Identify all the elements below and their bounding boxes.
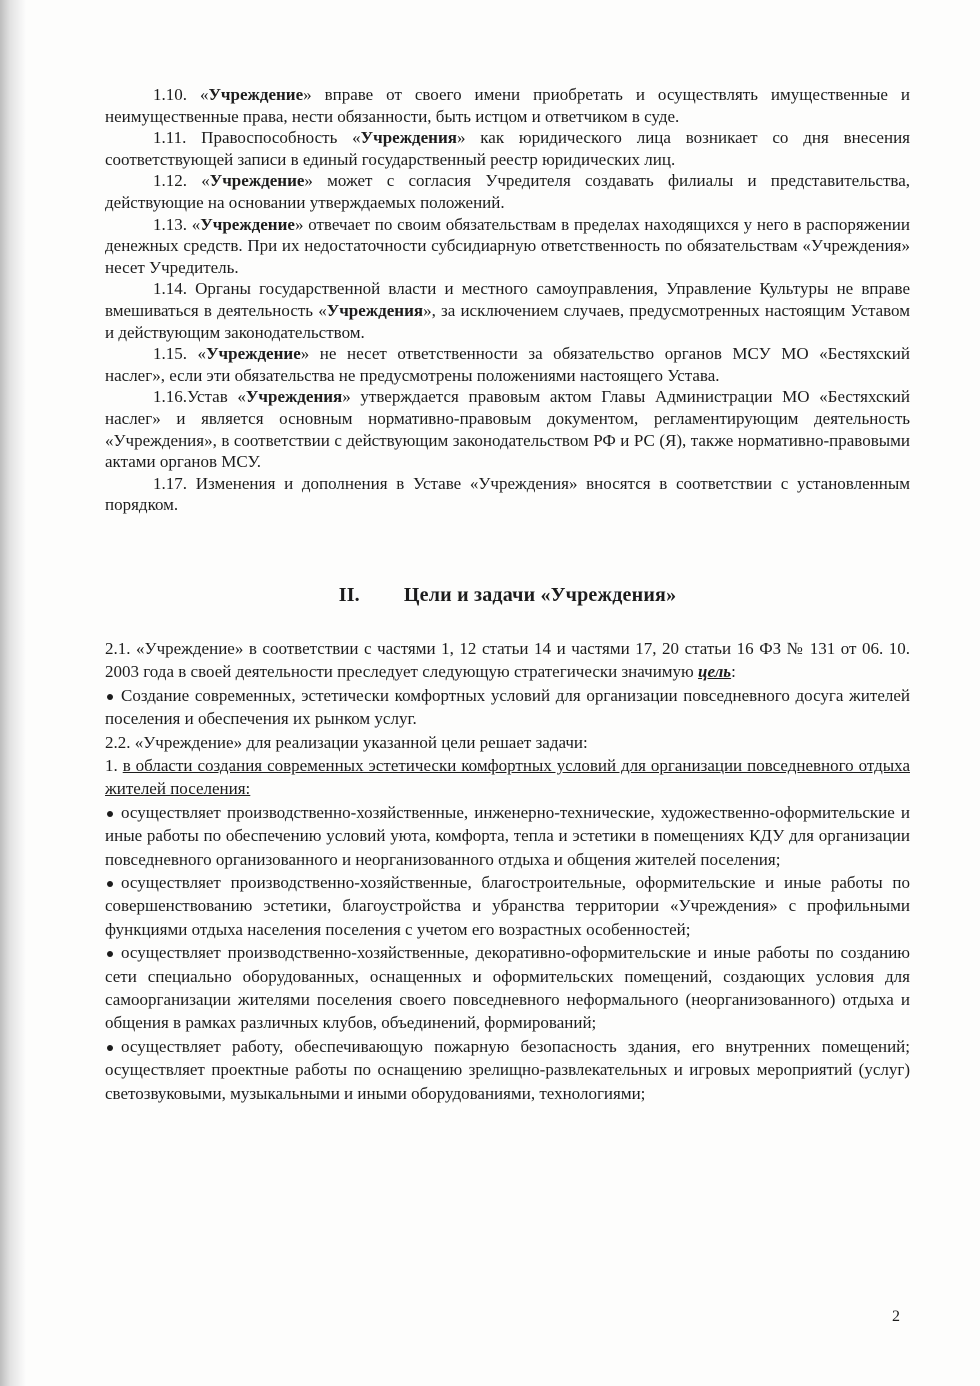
section-2-body	[105, 637, 910, 1105]
scan-binding-edge	[0, 0, 26, 1386]
clause-1-16: 1.16.Устав «Учреждения» утверждается правовым актом Главы Администрации МО «Бестяхский наслег» и является основным нормативно-правовым документом, регламентирующим деятельность «Учреждения», в соответствии с действующим законодательством РФ и РС (Я), также нормативно-правовыми актами органов МСУ.	[105, 387, 910, 472]
bullet-icon	[107, 811, 113, 817]
task-1-heading: 1. в области создания современных эстетически комфортных условий для организации повседневного отдыха жителей поселения:	[105, 755, 910, 799]
bullet-icon	[107, 951, 113, 957]
goal-bullet: Создание современных, эстетически комфортных условий для организации повседневного досуга жителей поселения и обеспечения их рынком услуг.	[105, 685, 910, 729]
clause-1-14: 1.14. Органы государственной власти и местного самоуправления, Управление Культуры не вправе вмешиваться в деятельность «Учреждения», за исключением случаев, предусмотренных настоящим Уставом и действующим законодательством.	[105, 279, 910, 342]
bullet-icon	[107, 694, 113, 700]
clause-1-17: 1.17. Изменения и дополнения в Уставе «Учреждения» вносятся в соответствии с установленным порядком.	[105, 473, 910, 515]
clause-1-13: 1.13. «Учреждение» отвечает по своим обязательствам в пределах находящихся у него в распоряжении денежных средств. При их недостаточности субсидиарную ответственность по обязательствам «Учреждения» несет Учредитель.	[105, 214, 911, 277]
bullet-icon	[107, 881, 113, 887]
clause-2-2: 2.2. «Учреждение» для реализации указанной цели решает задачи:	[105, 732, 588, 752]
task-bullet: осуществляет производственно-хозяйственные, благостроительные, оформительские и иные работы по совершенствованию эстетики, благоустройства и убранства территории «Учреждения» с профильными функциями отдыха населения поселения с учетом его возрастных особенностей;	[105, 872, 910, 939]
clause-1-12: 1.12. «Учреждение» может с согласия Учредителя создавать филиалы и представительства, действующие на основании утверждаемых положений.	[105, 171, 910, 212]
clause-1-10: 1.10. «Учреждение» вправе от своего имени приобретать и осуществлять имущественные и неимущественные права, нести обязанности, быть истцом и ответчиком в суде.	[105, 85, 910, 126]
section-2-title: Цели и задачи «Учреждения»	[403, 583, 677, 606]
clause-1-15: 1.15. «Учреждение» не несет ответственности за обязательство органов МСУ МО «Бестяхский наслег», если эти обязательства не предусмотрены положениями настоящего Устава.	[105, 344, 910, 385]
bullet-icon	[107, 1045, 113, 1051]
task-bullet: осуществляет производственно-хозяйственные, инженерно-технические, художественно-оформительские и иные работы по обеспечению условий уюта, комфорта, тепла и эстетики в помещениях КДУ для организации повседневного организованного и неорганизованного отдыха и общения жителей поселения;	[105, 802, 910, 869]
task-bullet: осуществляет работу, обеспечивающую пожарную безопасность здания, его внутренних помещений; осуществляет проектные работы по оснащению зрелищно-развлекательных и игровых мероприятий (услуг) светозвуковыми, музыкальными и иными оборудованиями, технологиями;	[105, 1036, 910, 1103]
goal-word: цель	[698, 662, 732, 682]
clause-1-11: 1.11. Правоспособность «Учреждения» как юридического лица возникает со дня внесения соответствующей записи в единый государственный реестр юридических лиц.	[105, 128, 910, 169]
section-2-heading	[105, 584, 910, 607]
clause-2-1: 2.1. «Учреждение» в соответствии с частями 1, 12 статьи 14 и частями 17, 20 статьи 16 ФЗ № 131 от 06. 10. 2003 года в своей деятельности преследует следующую стратегически значимую цель:	[105, 638, 910, 682]
section-2-number: II.	[338, 583, 360, 606]
task-bullet: осуществляет производственно-хозяйственные, декоративно-оформительские и иные работы по созданию сети специально оборудованных, оснащенных и оформительских помещений, создающих условия для самоорганизации жителями поселения своего повседневного неформального (неорганизованного) отдыха и общения в рамках различных клубов, объединений, формирований;	[105, 943, 910, 1033]
page-number: 2	[892, 1308, 900, 1325]
document-body	[105, 84, 910, 1105]
section-1-items	[105, 84, 910, 516]
